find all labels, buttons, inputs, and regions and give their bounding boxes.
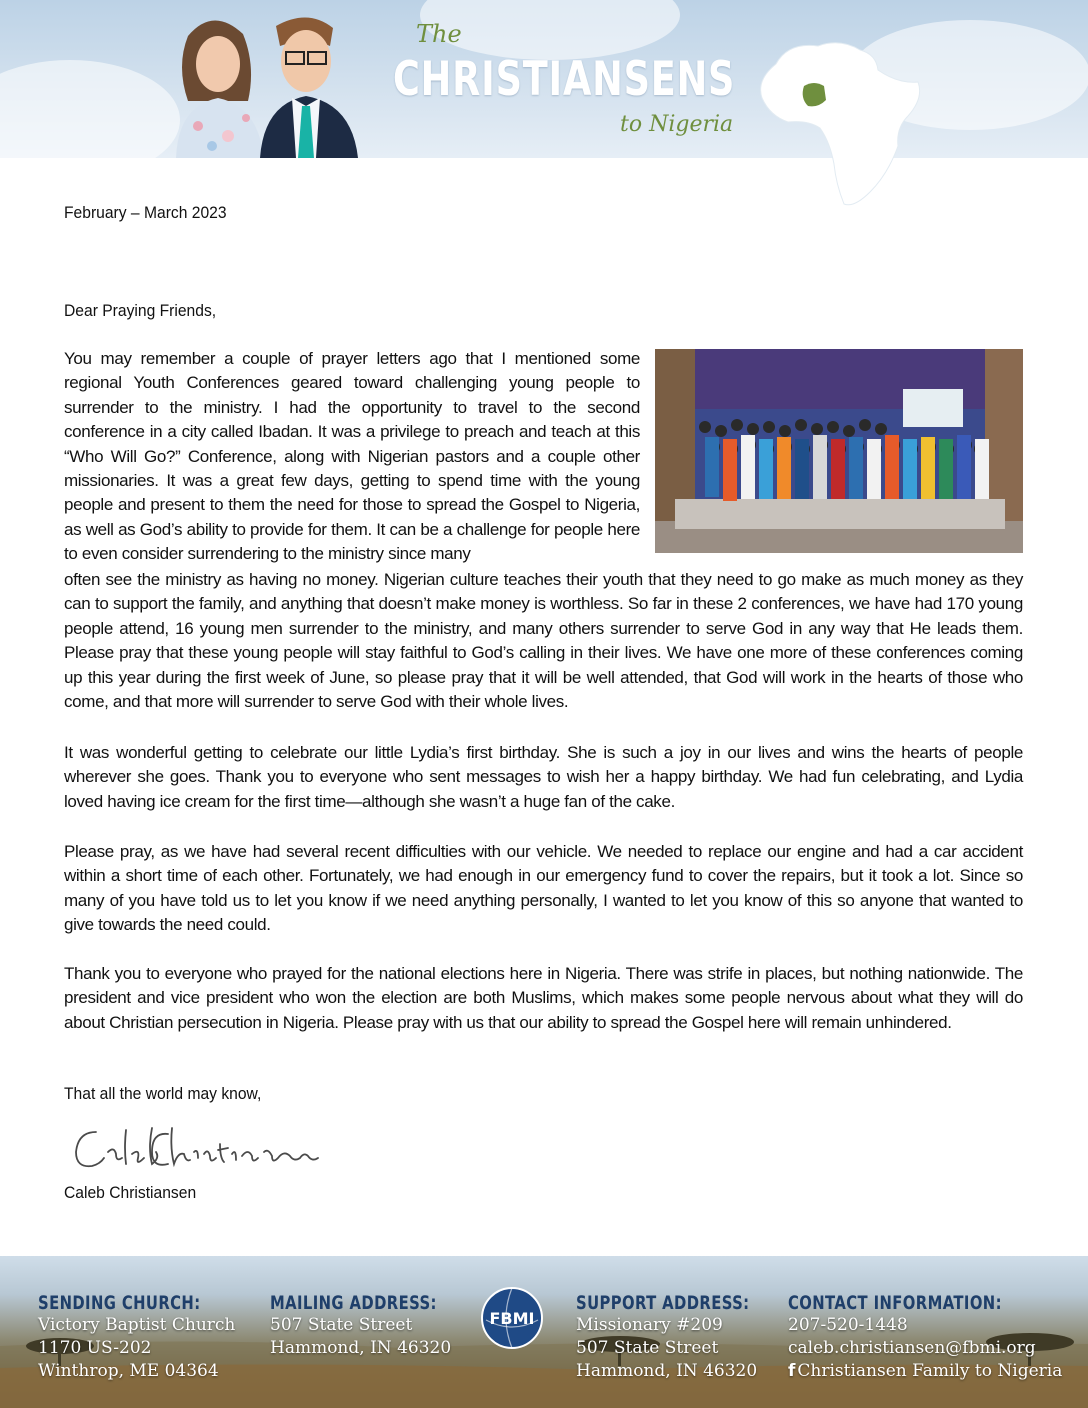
footer-banner [0, 1256, 1088, 1408]
fbmi-logo-text: FBMI [489, 1309, 535, 1328]
paragraph-vehicle: Please pray, as we have had several recent difficulties with our vehicle. We needed to replace our engine and had a car accident within a short time of each other. Fortunately, we had enough in our emergency fund to cover the repairs, but it took a lot. Since so many of you have told us to let you know if we need anything personally, I wanted to let you know of this so anyone that wanted to give towards the need could. [64, 842, 1023, 935]
sky-cloud [0, 60, 180, 158]
title-main: CHRISTIANSENS [393, 52, 736, 107]
contact-facebook[interactable] [788, 1360, 1062, 1383]
mailing-address-block [270, 1292, 484, 1360]
letter-date: February – March 2023 [64, 203, 227, 222]
support-address-street: 507 State Street [576, 1338, 719, 1358]
mailing-address-city: Hammond, IN 46320 [270, 1338, 452, 1358]
contact-info-heading: CONTACT INFORMATION: [788, 1292, 1002, 1314]
contact-phone[interactable]: 207-520-1448 [788, 1315, 908, 1335]
sending-church-street: 1170 US-202 [38, 1338, 152, 1358]
couple-photo [168, 6, 382, 158]
mailing-address-street: 507 State Street [270, 1315, 413, 1335]
paragraph-conference-wrapped: You may remember a couple of prayer letters ago that I mentioned some regional Youth Conferences geared toward challenging young people to surrender to the ministry. I had the opportunity to travel to the second conference in a city called Ibadan. It was a privilege to preach and teach at this “Who Will Go?” Conference, along with Nigerian pastors and a couple other missionaries. It was a great few days, getting to spend time with the young people and present to them the need for those to spread the Gospel to Nigeria, as well as God’s ability to provide for them. It can be a challenge for people here to even consider surrendering to the ministry since many [64, 349, 640, 564]
support-address-heading: SUPPORT ADDRESS: [576, 1292, 750, 1314]
support-address-block [576, 1292, 798, 1383]
sending-church-name: Victory Baptist Church [38, 1315, 236, 1335]
sending-church-block [38, 1292, 246, 1383]
youth-conference-photo [655, 349, 1023, 553]
sending-church-heading: SENDING CHURCH: [38, 1292, 201, 1314]
letter-closing: That all the world may know, [64, 1084, 262, 1103]
mailing-address-heading: MAILING ADDRESS: [270, 1292, 437, 1314]
sending-church-city: Winthrop, ME 04364 [38, 1361, 219, 1381]
title-the: The [416, 20, 462, 48]
paragraph-elections: Thank you to everyone who prayed for the national elections here in Nigeria. There was strife in places, but nothing nationwide. The president and vice president who won the election are both Muslims, which makes some people nervous about what they will do about Christian persecution in Nigeria. Please pray with us that our ability to spread the Gospel here will remain unhindered. [64, 964, 1023, 1032]
support-missionary-number: Missionary #209 [576, 1315, 723, 1335]
nigeria-highlight [803, 83, 826, 106]
contact-email[interactable]: caleb.christiansen@fbmi.org [788, 1338, 1036, 1358]
facebook-icon: f [788, 1361, 796, 1381]
paragraph-birthday: It was wonderful getting to celebrate our little Lydia’s first birthday. She is such a joy in our lives and wins the hearts of people wherever she goes. Thank you to everyone who sent messages to wish her a happy birthday. We had fun celebrating, and Lydia loved having ice cream for the first time—although she wasn’t a huge fan of the cake. [64, 743, 1023, 811]
letter-greeting: Dear Praying Friends, [64, 301, 217, 320]
support-address-city: Hammond, IN 46320 [576, 1361, 758, 1381]
fbmi-logo-icon [480, 1286, 544, 1350]
handwritten-signature [68, 1118, 358, 1178]
facebook-page-name: Christiansen Family to Nigeria [797, 1361, 1063, 1381]
africa-map-icon [748, 24, 928, 214]
signer-name: Caleb Christiansen [64, 1183, 197, 1202]
contact-info-block [788, 1292, 1062, 1383]
paragraph-conference-continued: often see the ministry as having no money. Nigerian culture teaches their youth that they need to go make as much money as they can to support the family, and anything that doesn’t make money is worthless. So far in these 2 conferences, we have had 170 young people attend, 16 young men surrender to the ministry, and many others surrender to serve God in any way that He leads them. Please pray that these young people will stay faithful to God’s calling in their lives. We have one more of these conferences coming up this year during the first week of June, so please pray that it will be well attended, that God will work in the hearts of those who come, and that more will surrender to serve God with their whole lives. [64, 570, 1023, 712]
title-sub: to Nigeria [620, 112, 734, 137]
